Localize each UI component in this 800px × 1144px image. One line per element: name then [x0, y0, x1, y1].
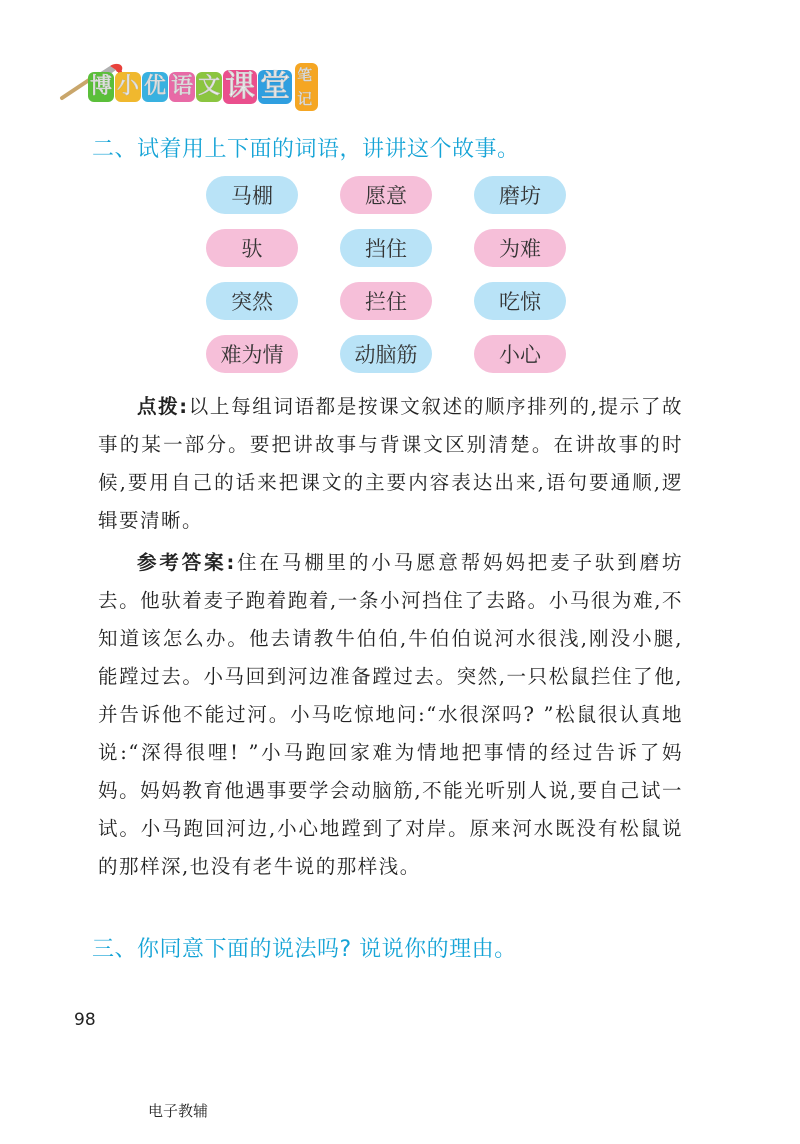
- logo-char: 文: [196, 72, 222, 102]
- vocabulary-word: 愿意: [340, 176, 432, 214]
- logo-char: 课: [225, 69, 256, 104]
- footer-label: 电子教辅: [148, 1102, 209, 1120]
- logo-char: 博: [88, 72, 114, 102]
- hint-paragraph: [98, 388, 683, 540]
- vocabulary-word: 驮: [206, 229, 298, 267]
- hint-text: 以上每组词语都是按课文叙述的顺序排列的,提示了故事的某一部分。要把讲故事与背课文区别清楚。在讲故事的时候,要用自己的话来把课文的主要内容表达出来,语句要通顺,逻辑要清晰。: [98, 395, 683, 532]
- vocabulary-word: 吃惊: [474, 282, 566, 320]
- logo-char: 语: [169, 72, 195, 102]
- logo-char: 堂: [260, 69, 291, 104]
- vocabulary-word: 难为情: [206, 335, 298, 373]
- section-two-heading: 二、试着用上下面的词语，讲讲这个故事。: [92, 137, 520, 162]
- vocabulary-word: 为难: [474, 229, 566, 267]
- vocabulary-word: 突然: [206, 282, 298, 320]
- section-three-heading: 三、你同意下面的说法吗? 说说你的理由。: [92, 937, 517, 962]
- vocabulary-word: 动脑筋: [340, 335, 432, 373]
- logo-char: 笔记: [295, 63, 318, 111]
- answer-label: 参考答案:: [137, 551, 236, 574]
- page-number: 98: [74, 1010, 96, 1030]
- hint-label: 点拨:: [137, 395, 189, 418]
- vocabulary-word: 挡住: [340, 229, 432, 267]
- vocabulary-word: 小心: [474, 335, 566, 373]
- logo-wordmark: [88, 66, 318, 108]
- vocabulary-word-grid: [206, 176, 566, 376]
- logo-char: 优: [142, 72, 168, 102]
- answer-paragraph: [98, 544, 683, 886]
- logo-char: 小: [115, 72, 141, 102]
- vocabulary-word: 磨坊: [474, 176, 566, 214]
- brand-logo: [58, 62, 318, 110]
- vocabulary-word: 拦住: [340, 282, 432, 320]
- vocabulary-word: 马棚: [206, 176, 298, 214]
- answer-text: 住在马棚里的小马愿意帮妈妈把麦子驮到磨坊去。他驮着麦子跑着跑着,一条小河挡住了去路。小马很为难,不知道该怎么办。他去请教牛伯伯,牛伯伯说河水很浅,刚没小腿,能蹚过去。小马回到河边准备蹚过去。突然,一只松鼠拦住了他,并告诉他不能过河。小马吃惊地问:“水很深吗? ”松鼠很认真地说:“深得很哩! ”小马跑回家难为情地把事情的经过告诉了妈妈。妈妈教育他遇事要学会动脑筋,不能光听别人说,要自己试一试。小马跑回河边,小心地蹚到了对岸。原来河水既没有松鼠说的那样深,也没有老牛说的那样浅。: [98, 551, 683, 878]
